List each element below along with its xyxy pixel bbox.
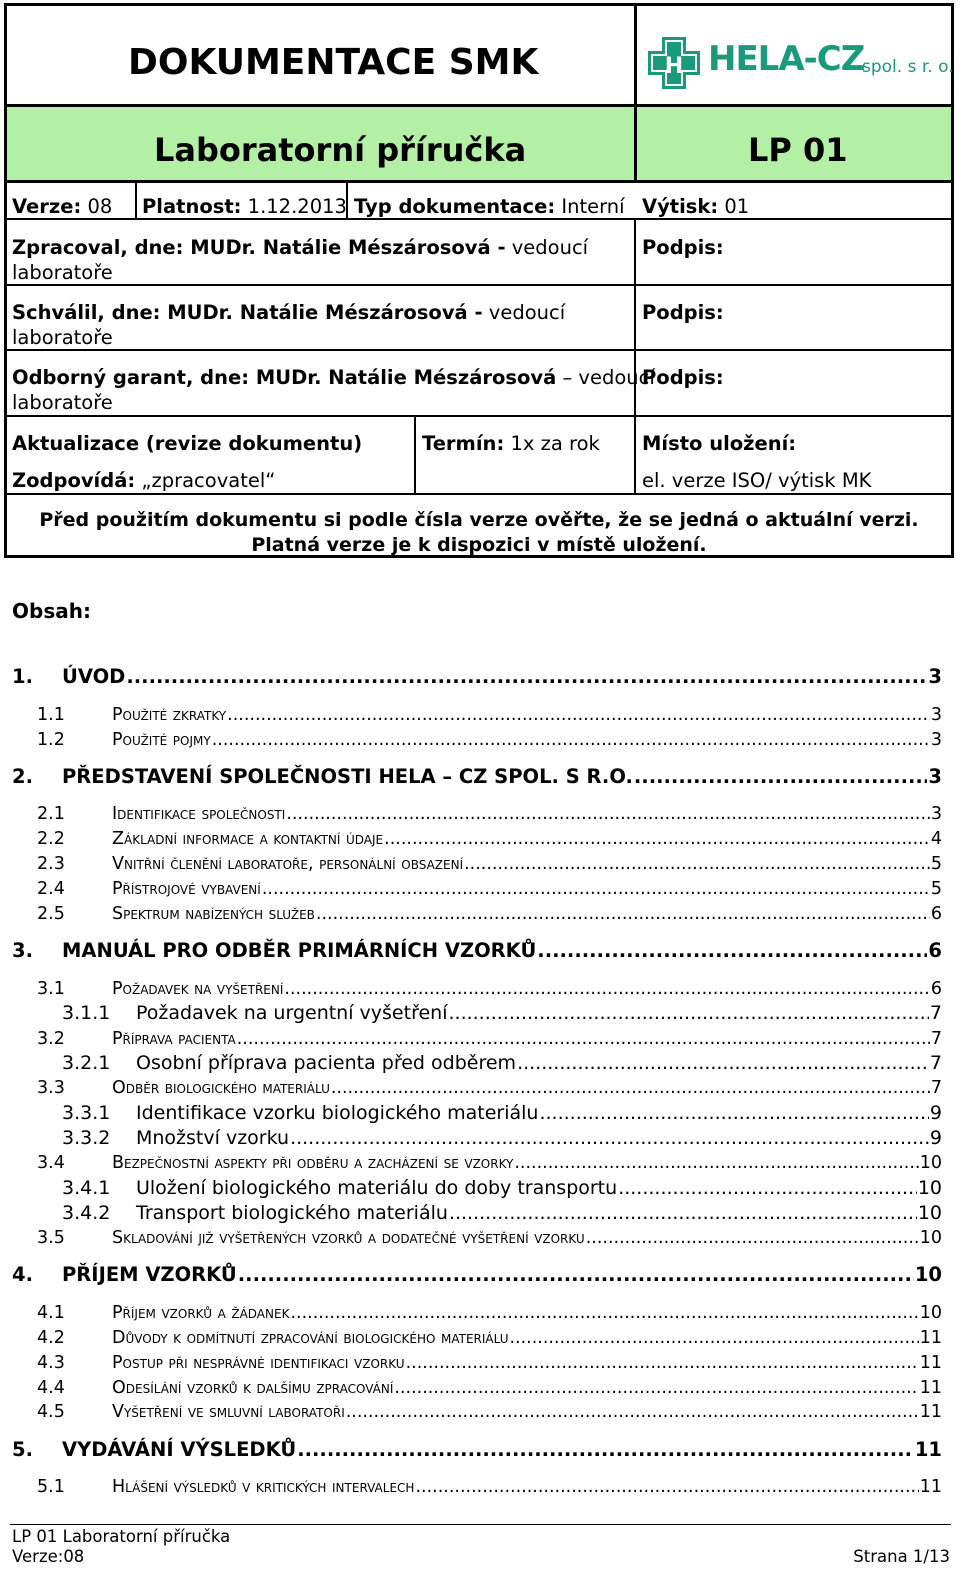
print-value: 01 — [724, 195, 750, 218]
toc-entry[interactable] — [37, 877, 942, 901]
toc-dot-leader — [618, 1176, 917, 1200]
toc-entry-number: 4.5 — [37, 1402, 65, 1422]
toc-entry-number: 3.3 — [37, 1078, 65, 1098]
toc-entry[interactable] — [62, 1001, 942, 1025]
toc-dot-leader — [316, 902, 930, 926]
toc-entry-page: 7 — [929, 1002, 942, 1024]
toc-entry-title: Transport biologického materiálu — [136, 1202, 448, 1224]
validity-label: Platnost: — [142, 195, 242, 218]
toc-entry-title: Skladování již vyšetřených vzorků a dodatečné vyšetření vzorku — [112, 1228, 585, 1248]
toc-entry-page: 7 — [929, 1052, 942, 1074]
footer-version: Verze:08 — [12, 1547, 85, 1566]
toc-dot-leader — [290, 1126, 929, 1150]
toc-entry-title: ÚVOD — [62, 665, 126, 688]
toc-entry-page: 11 — [919, 1353, 942, 1373]
toc-entry[interactable] — [37, 1376, 942, 1400]
toc-entry[interactable] — [37, 1301, 942, 1325]
toc-dot-leader — [290, 1301, 918, 1325]
toc-entry[interactable] — [62, 1051, 942, 1075]
footer-document-name: LP 01 Laboratorní příručka — [12, 1527, 231, 1546]
toc-entry-number: 3.3.2 — [62, 1127, 111, 1149]
toc-entry-number: 2.4 — [37, 879, 65, 899]
svg-text:H: H — [664, 54, 684, 79]
toc-entry-number: 4.4 — [37, 1378, 65, 1398]
toc-entry[interactable] — [37, 1351, 942, 1375]
toc-entry-page: 11 — [914, 1438, 942, 1461]
toc-dot-leader — [514, 1151, 918, 1175]
toc-entry-number: 2.5 — [37, 904, 65, 924]
toc-entry-number: 2.1 — [37, 804, 65, 824]
toc-entry[interactable] — [37, 1226, 942, 1250]
toc-entry[interactable] — [37, 1475, 942, 1499]
toc-entry-number: 3.4.2 — [62, 1202, 111, 1224]
prepared-signature-label: Podpis: — [642, 236, 724, 259]
toc-entry-number: 3.2.1 — [62, 1052, 111, 1074]
doc-type-value: Interní — [561, 195, 625, 218]
toc-dot-leader — [537, 938, 927, 964]
approved-by-role-line2: laboratoře — [12, 326, 113, 349]
document-header-table — [4, 3, 954, 558]
toc-entry-number: 5. — [12, 1438, 33, 1461]
toc-dot-leader — [297, 1437, 914, 1463]
document-subtitle: Laboratorní příručka — [154, 131, 527, 169]
print-field — [642, 194, 749, 219]
hela-cross-icon — [644, 35, 704, 91]
toc-entry-title: Identifikace společnosti — [112, 804, 286, 824]
toc-entry-page: 10 — [919, 1228, 942, 1248]
toc-entry-number: 1.2 — [37, 730, 65, 750]
term-value: 1x za rok — [510, 432, 600, 455]
toc-entry-title: PŘEDSTAVENÍ SPOLEČNOSTI HELA – CZ SPOL. S R.O. — [62, 765, 633, 788]
toc-entry-title: VYDÁVÁNÍ VÝSLEDKŮ — [62, 1438, 297, 1461]
toc-entry-page: 4 — [930, 829, 942, 849]
toc-entry-number: 4. — [12, 1263, 33, 1286]
guarantor-label: Odborný garant, dne: MUDr. Natálie Mészárosová — [12, 366, 557, 389]
toc-entry-number: 3.2 — [37, 1029, 65, 1049]
toc-entry-page: 3 — [928, 665, 942, 688]
toc-entry-page: 9 — [929, 1102, 942, 1124]
toc-entry[interactable] — [37, 977, 942, 1001]
toc-entry-number: 2.2 — [37, 829, 65, 849]
toc-dot-leader — [517, 1051, 929, 1075]
toc-entry-page: 10 — [919, 1153, 942, 1173]
toc-dot-leader — [284, 977, 929, 1001]
toc-dot-leader — [448, 1001, 928, 1025]
toc-entry-title: Uložení biologického materiálu do doby transportu — [136, 1177, 618, 1199]
toc-dot-leader — [238, 1262, 914, 1288]
toc-entry-title: Příjem vzorků a žádanek — [112, 1303, 290, 1323]
approved-by-role: vedoucí — [488, 301, 566, 324]
toc-entry-number: 1.1 — [37, 705, 65, 725]
toc-entry-title: Vnitřní členění laboratoře, personální obsazení — [112, 854, 464, 874]
toc-entry-page: 10 — [919, 1303, 942, 1323]
toc-entry-number: 3.1 — [37, 979, 65, 999]
toc-entry-page: 11 — [919, 1378, 942, 1398]
toc-entry-title: Hlášení výsledků v kritických intervalech — [112, 1477, 415, 1497]
toc-entry-page: 6 — [930, 904, 942, 924]
toc-entry[interactable] — [37, 1076, 942, 1100]
footer-divider — [10, 1524, 951, 1525]
toc-entry-title: Spektrum nabízených služeb — [112, 904, 315, 924]
toc-dot-leader — [464, 852, 930, 876]
version-label: Verze: — [12, 195, 82, 218]
toc-entry-page: 10 — [914, 1263, 942, 1286]
prepared-by-role-line2: laboratoře — [12, 261, 113, 284]
toc-entry-title: Vyšetření ve smluvní laboratoři — [112, 1402, 345, 1422]
toc-entry-title: Důvody k odmítnutí zpracování biologického materiálu — [112, 1328, 509, 1348]
toc-entry-number: 2. — [12, 765, 33, 788]
toc-entry-title: Bezpečnostní aspekty při odběru a zacházení se vzorky — [112, 1153, 514, 1173]
guarantor-signature-label: Podpis: — [642, 366, 724, 389]
toc-entry-title: Použité zkratky — [112, 705, 227, 725]
toc-entry-title: Odesílání vzorků k dalšímu zpracování — [112, 1378, 394, 1398]
toc-dot-leader — [384, 827, 930, 851]
toc-dot-leader — [509, 1326, 918, 1350]
toc-entry-page: 11 — [919, 1402, 942, 1422]
toc-dot-leader — [262, 877, 930, 901]
prepared-by-role: vedoucí — [511, 236, 589, 259]
guarantor-role: – vedoucí — [562, 366, 655, 389]
toc-entry-title: Použité pojmy — [112, 730, 211, 750]
toc-entry[interactable] — [12, 764, 942, 790]
toc-entry-page: 11 — [919, 1328, 942, 1348]
logo-suffix-text: spol. s r. o. — [862, 57, 954, 77]
prepared-by — [12, 235, 588, 260]
version-notice-line2: Platná verze je k dispozici v místě uložení. — [251, 534, 707, 556]
toc-entry[interactable] — [37, 827, 942, 851]
toc-dot-leader — [126, 664, 927, 690]
toc-entry-page: 6 — [928, 939, 942, 962]
toc-dot-leader — [586, 1226, 919, 1250]
toc-entry-page: 11 — [919, 1477, 942, 1497]
toc-entry-title: MANUÁL PRO ODBĚR PRIMÁRNÍCH VZORKŮ — [62, 939, 537, 962]
toc-entry-page: 5 — [930, 854, 942, 874]
toc-entry-number: 1. — [12, 665, 33, 688]
toc-entry-title: Osobní příprava pacienta před odběrem — [136, 1052, 517, 1074]
guarantor-role-line2: laboratoře — [12, 391, 113, 414]
version-value: 08 — [87, 195, 113, 218]
toc-entry-page: 3 — [930, 730, 942, 750]
approved-by-label: Schválil, dne: MUDr. Natálie Mészárosová - — [12, 301, 483, 324]
toc-entry-page: 3 — [928, 765, 942, 788]
toc-dot-leader — [539, 1101, 928, 1125]
toc-dot-leader — [415, 1475, 918, 1499]
toc-entry[interactable] — [37, 902, 942, 926]
toc-dot-leader — [634, 764, 928, 790]
toc-dot-leader — [449, 1201, 917, 1225]
location-value: el. verze ISO/ výtisk MK — [642, 469, 872, 492]
toc-dot-leader — [394, 1376, 918, 1400]
toc-entry[interactable] — [37, 1027, 942, 1051]
toc-entry-number: 3.5 — [37, 1228, 65, 1248]
term-label: Termín: — [422, 432, 505, 455]
toc-entry-number: 5.1 — [37, 1477, 65, 1497]
toc-entry[interactable] — [62, 1176, 942, 1200]
toc-dot-leader — [331, 1076, 930, 1100]
toc-dot-leader — [406, 1351, 919, 1375]
toc-entry-number: 4.2 — [37, 1328, 65, 1348]
toc-entry-page: 10 — [917, 1202, 942, 1224]
guarantor — [12, 365, 655, 390]
logo-brand-text: HELA-CZ — [708, 39, 865, 79]
prepared-by-label: Zpracoval, dne: MUDr. Natálie Mészárosová - — [12, 236, 506, 259]
toc-entry-page: 7 — [930, 1029, 942, 1049]
print-label: Výtisk: — [642, 195, 719, 218]
company-logo — [644, 33, 954, 93]
doc-type-field — [354, 194, 625, 219]
toc-entry[interactable] — [62, 1126, 942, 1150]
toc-entry-page: 7 — [930, 1078, 942, 1098]
toc-entry-number: 3. — [12, 939, 33, 962]
approved-signature-label: Podpis: — [642, 301, 724, 324]
toc-entry-number: 2.3 — [37, 854, 65, 874]
toc-entry-page: 3 — [930, 705, 942, 725]
toc-entry-page: 3 — [930, 804, 942, 824]
toc-entry-number: 3.4 — [37, 1153, 65, 1173]
toc-entry-page: 6 — [930, 979, 942, 999]
toc-entry[interactable] — [37, 728, 942, 752]
toc-entry[interactable] — [12, 938, 942, 964]
toc-entry-title: Požadavek na vyšetření — [112, 979, 284, 999]
document-code: LP 01 — [748, 131, 848, 169]
toc-entry-title: Postup při nesprávné identifikaci vzorku — [112, 1353, 405, 1373]
responsible-field — [12, 468, 275, 493]
toc-entry-title: Odběr biologického materiálu — [112, 1078, 330, 1098]
toc-entry[interactable] — [12, 1262, 942, 1288]
toc-entry[interactable] — [12, 664, 942, 690]
footer-page-number: Strana 1/13 — [853, 1547, 950, 1566]
responsible-label: Zodpovídá: — [12, 469, 136, 492]
document-title: DOKUMENTACE SMK — [128, 42, 539, 83]
toc-entry-title: Množství vzorku — [136, 1127, 290, 1149]
toc-entry-title: Příprava pacienta — [112, 1029, 236, 1049]
version-notice-line1: Před použitím dokumentu si podle čísla verze ověřte, že se jedná o aktuální verzi. — [39, 509, 919, 531]
term-field — [422, 431, 600, 456]
toc-entry-title: Požadavek na urgentní vyšetření — [136, 1002, 448, 1024]
approved-by — [12, 300, 565, 325]
toc-dot-leader — [212, 728, 930, 752]
validity-value: 1.12.2013 — [247, 195, 347, 218]
location-label: Místo uložení: — [642, 432, 797, 455]
toc-entry[interactable] — [37, 703, 942, 727]
toc-dot-leader — [227, 703, 930, 727]
toc-entry-number: 3.3.1 — [62, 1102, 111, 1124]
toc-entry[interactable] — [37, 1326, 942, 1350]
toc-entry-number: 4.1 — [37, 1303, 65, 1323]
toc-dot-leader — [286, 802, 930, 826]
toc-entry[interactable] — [62, 1201, 942, 1225]
toc-entry[interactable] — [37, 1151, 942, 1175]
toc-entry-number: 3.4.1 — [62, 1177, 111, 1199]
toc-entry-title: Základní informace a kontaktní údaje — [112, 829, 384, 849]
toc-entry[interactable] — [37, 852, 942, 876]
toc-dot-leader — [346, 1400, 919, 1424]
toc-entry[interactable] — [62, 1101, 942, 1125]
contents-heading: Obsah: — [12, 599, 91, 623]
toc-entry[interactable] — [37, 1400, 942, 1424]
responsible-value: „zpracovatel“ — [141, 469, 276, 492]
version-field — [12, 194, 112, 219]
toc-entry-page: 9 — [929, 1127, 942, 1149]
toc-entry-title: PŘÍJEM VZORKŮ — [62, 1263, 237, 1286]
toc-entry-page: 5 — [930, 879, 942, 899]
toc-dot-leader — [237, 1027, 930, 1051]
validity-field — [142, 194, 347, 219]
toc-entry-title: Identifikace vzorku biologického materiálu — [136, 1102, 539, 1124]
toc-entry-number: 4.3 — [37, 1353, 65, 1373]
toc-entry-page: 10 — [917, 1177, 942, 1199]
doc-type-label: Typ dokumentace: — [354, 195, 556, 218]
toc-entry-title: Přístrojové vybavení — [112, 879, 261, 899]
update-label: Aktualizace (revize dokumentu) — [12, 432, 363, 455]
toc-entry[interactable] — [12, 1437, 942, 1463]
toc-entry-number: 3.1.1 — [62, 1002, 111, 1024]
toc-entry[interactable] — [37, 802, 942, 826]
